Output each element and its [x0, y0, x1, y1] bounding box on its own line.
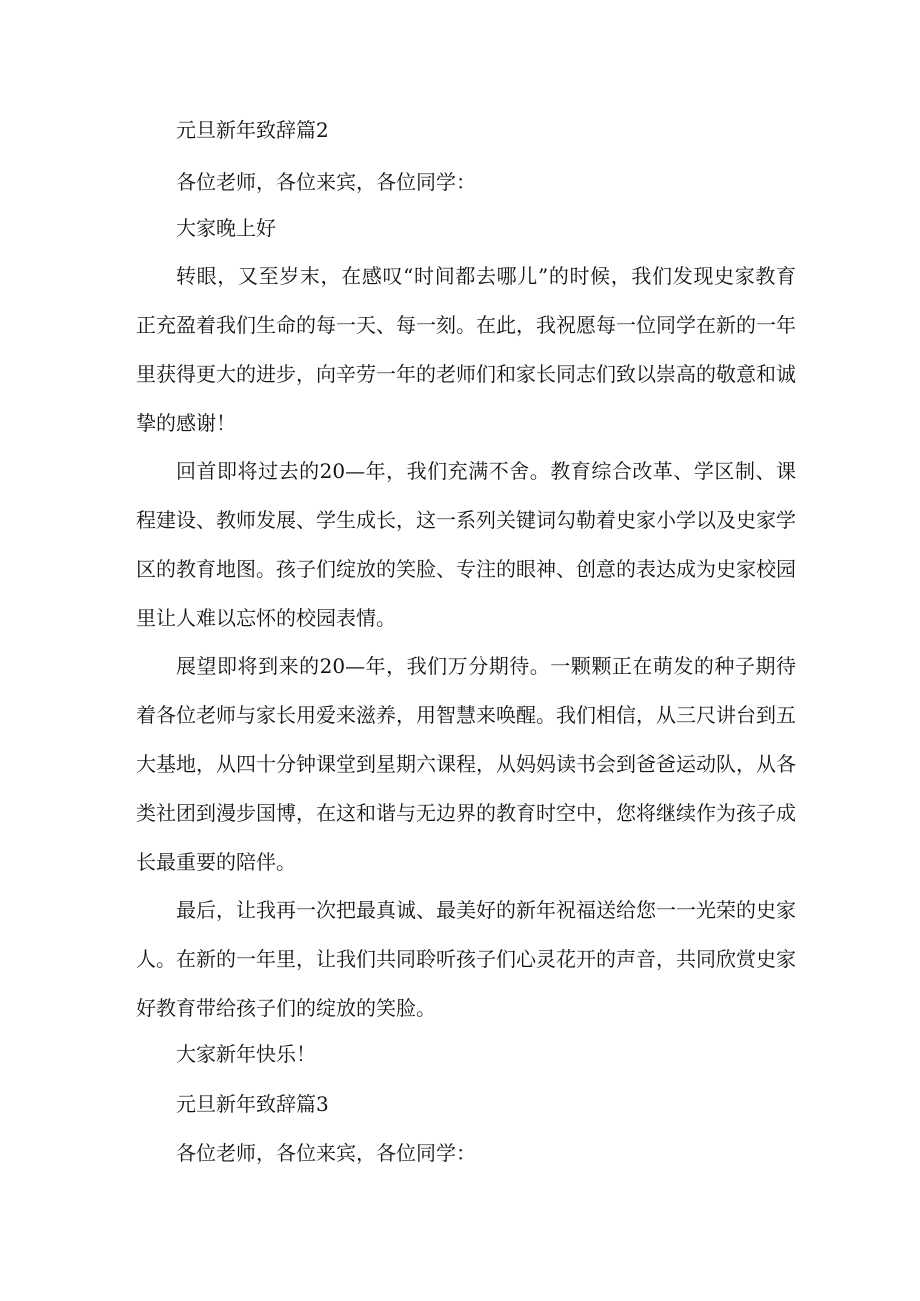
section-heading: 元旦新年致辞篇2	[176, 118, 329, 142]
greeting: 各位老师，各位来宾，各位同学：	[176, 170, 476, 194]
section-heading: 元旦新年致辞篇3	[176, 1092, 329, 1116]
paragraph: 展望即将到来的20—年，我们万分期待。一颗颗正在萌发的种子期待着各位老师与家长用爱来滋养，用智慧来唤醒。我们相信，从三尺讲台到五大基地，从四十分钟课堂到星期六课程，从妈妈读书会到爸爸运动队，从各类社团到漫步国博，在这和谐与无边界的教育时空中，您将继续作为孩子成长最重要的陪伴。	[136, 654, 796, 874]
paragraph: 回首即将过去的20—年，我们充满不舍。教育综合改革、学区制、课程建设、教师发展、学生成长，这一系列关键词勾勒着史家小学以及史家学区的教育地图。孩子们绽放的笑脸、专注的眼神、创意的表达成为史家校园里让人难以忘怀的校园表情。	[136, 459, 796, 630]
closing-line: 大家新年快乐！	[176, 1042, 316, 1066]
greeting: 各位老师，各位来宾，各位同学：	[176, 1141, 476, 1165]
paragraph: 最后，让我再一次把最真诚、最美好的新年祝福送给您一一光荣的史家人。在新的一年里，让我们共同聆听孩子们心灵花开的声音，共同欣赏史家好教育带给孩子们的绽放的笑脸。	[136, 898, 796, 1020]
salutation: 大家晚上好	[176, 216, 276, 240]
paragraph: 转眼，又至岁末，在感叹“时间都去哪儿”的时候，我们发现史家教育正充盈着我们生命的每一天、每一刻。在此，我祝愿每一位同学在新的一年里获得更大的进步，向辛劳一年的老师们和家长同志们致以崇高的敬意和诚挚的感谢！	[136, 264, 796, 435]
